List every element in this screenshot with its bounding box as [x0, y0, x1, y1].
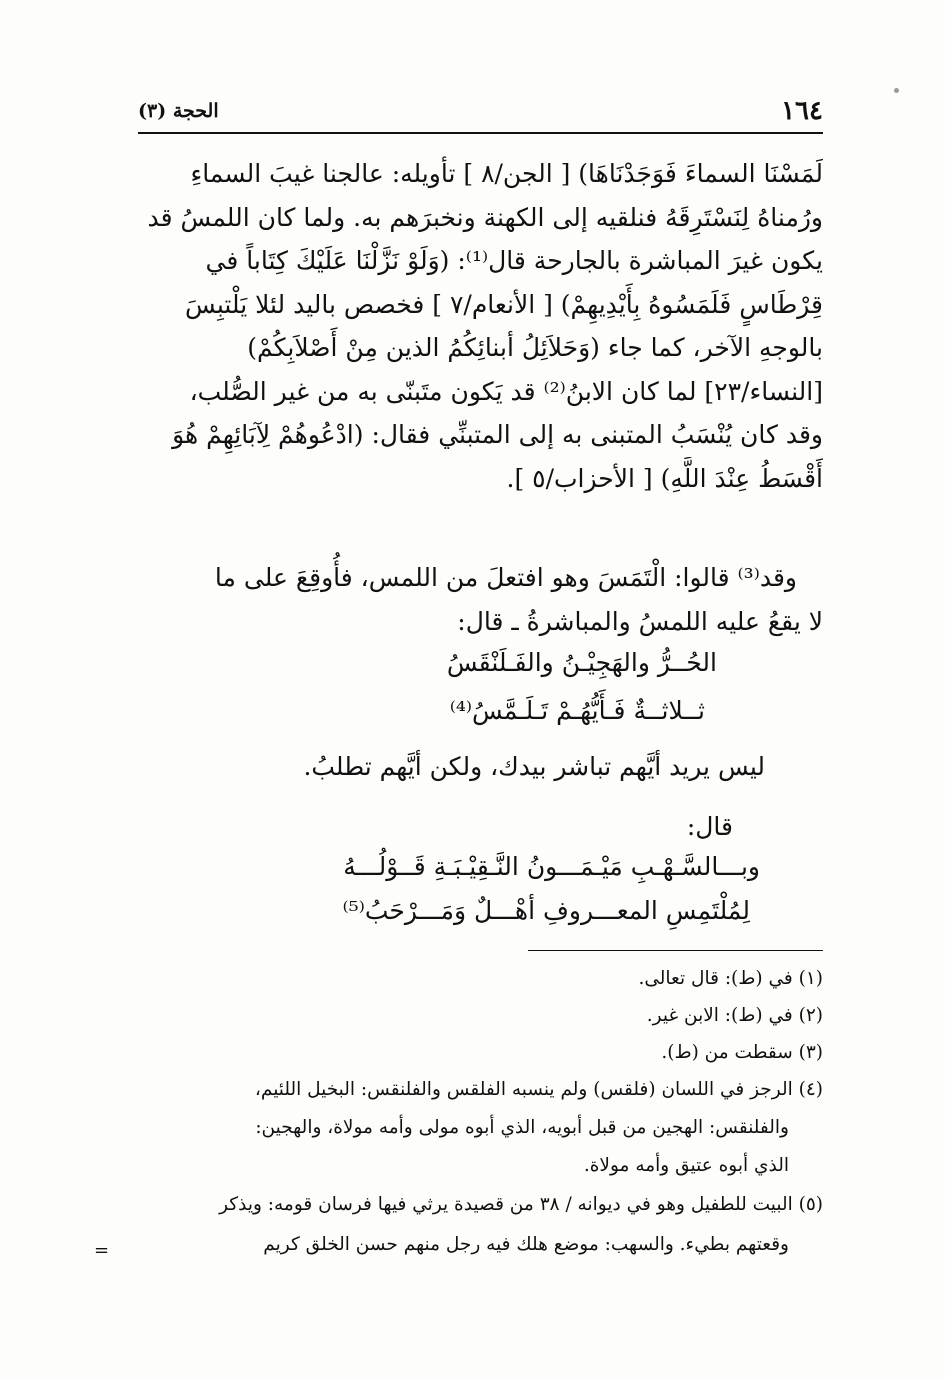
footnote-2: (٢) في (ط): الابن غير. — [646, 1005, 823, 1026]
text-line: قِرْطَاسٍ فَلَمَسُوهُ بِأَيْدِيهِمْ) [ الأنعام/٧ ] فخصص باليد لئلا يَلْتبِسَ — [184, 289, 823, 319]
paragraph-2 — [138, 556, 823, 643]
text-line: وقد⁽³⁾ قالوا: الْتَمَسَ وهو افتعلَ من اللمس، فأُوقِعَ على ما — [214, 563, 797, 592]
verse-2-line-2: لِمُلْتَمِسِ المعـــروفِ أهْـــلٌ وَمَـــرْحَبُ⁽⁵⁾ — [342, 896, 750, 925]
footnote-5: (٥) البيت للطفيل وهو في ديوانه / ٣٨ من قصيدة يرثي فيها فرسان قومه: ويذكر — [219, 1194, 823, 1215]
footnote-separator — [528, 950, 823, 951]
verse-1-line-2: ثــلاثــةٌ فَـأَيُّهُـمْ تَـلَـمَّسُ⁽⁴⁾ — [449, 696, 705, 725]
paragraph-1 — [138, 152, 823, 500]
text-line: [النساء/٢٣] لما كان الابنُ⁽²⁾ قد يَكون متَبنّى به من غير الصُّلب، — [189, 376, 823, 406]
text-line: بالوجهِ الآخر، كما جاء (وَحَلاَئِلُ أبنائِكُمُ الذين مِنْ أَصْلاَبِكُمْ) — [247, 333, 823, 362]
verse-explanation: ليس يريد أيَّهم تباشر بيدك، ولكن أيَّهم تطلبُ. — [303, 752, 765, 781]
footnote-4-cont: والفلنقس: الهجين من قبل أبويه، الذي أبوه مولى وأمه مولاة، والهجين: — [255, 1117, 789, 1138]
verse-2-line-1: وبـــالسَّـهْـبِ مَيْـمَـــونُ النَّـقِيْـبَـةِ قَــوْلُـــهُ — [343, 852, 760, 881]
footnote-5-cont: وقعتهم بطيء. والسهب: موضع هلك فيه رجل منهم حسن الخلق كريم — [263, 1234, 789, 1255]
page-speck — [894, 88, 899, 93]
text-line: يكون غيرَ المباشرة بالجارحة قال⁽¹⁾: (وَلَوْ نَزَّلْنَا عَلَيْكَ كِتَاباً في — [205, 246, 823, 275]
footnote-4-cont: الذي أبوه عتيق وأمه مولاة. — [583, 1155, 789, 1176]
continuation-mark: = — [94, 1240, 110, 1261]
running-title: الحجة (٣) — [138, 100, 219, 122]
text-line: وقد كان يُنْسَبُ المتبنى به إلى المتبنِّي فقال: (ادْعُوهُمْ لِآبَائِهِمْ هُوَ — [172, 420, 823, 449]
page-number: ١٦٤ — [781, 96, 823, 126]
qal-label: قال: — [686, 812, 733, 841]
verse-1-line-1: الحُــرُّ والهَجِيْـنُ والفَـلَنْقَسُ — [446, 648, 717, 677]
footnote-1: (١) في (ط): قال تعالى. — [638, 968, 823, 989]
text-line: ورُمناهُ لِنَسْتَرِقَهُ فنلقيه إلى الكهنة ونخبرَهم به. ولما كان اللمسُ قد — [147, 202, 823, 232]
text-line: لا يقعُ عليه اللمسُ والمباشرةُ ـ قال: — [457, 606, 823, 636]
running-header — [138, 92, 823, 134]
text-line: لَمَسْنَا السماءَ فَوَجَدْنَاهَا) [ الجن/٨ ] تأويله: عالجنا غيبَ السماءِ — [190, 159, 823, 188]
text-line: أَقْسَطُ عِنْدَ اللَّهِ) [ الأحزاب/٥ ]. — [506, 463, 823, 493]
footnote-4: (٤) الرجز في اللسان (فلقس) ولم ينسبه الفلقس والفلنقس: البخيل اللئيم، — [254, 1079, 823, 1100]
footnote-3: (٣) سقطت من (ط). — [661, 1042, 823, 1063]
